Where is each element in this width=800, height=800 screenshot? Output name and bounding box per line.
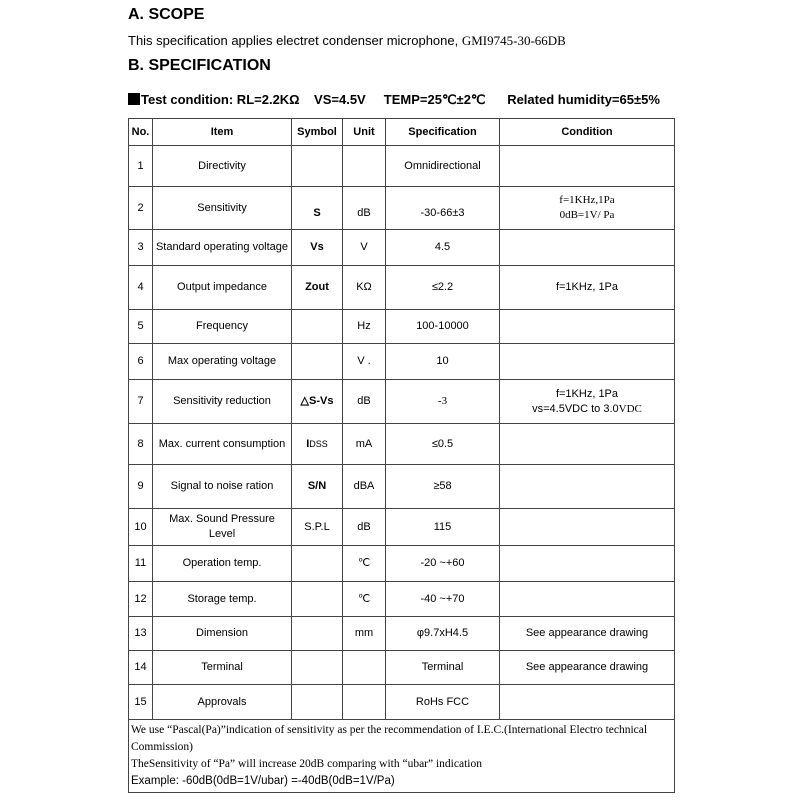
cell-spec: RoHs FCC <box>386 685 500 720</box>
cell-spec: 115 <box>386 509 500 546</box>
test-condition <box>128 92 660 108</box>
table-row <box>129 617 675 651</box>
cell-unit: Hz <box>343 310 386 344</box>
cell-condition <box>500 582 675 617</box>
square-bullet-icon <box>128 93 140 105</box>
cell-symbol <box>292 582 343 617</box>
cell-no: 6 <box>129 344 153 380</box>
cell-symbol: S/N <box>292 465 343 509</box>
cell-item: Approvals <box>153 685 292 720</box>
table-row <box>129 582 675 617</box>
cell-symbol: S.P.L <box>292 509 343 546</box>
header-condition: Condition <box>500 119 675 146</box>
cell-no: 3 <box>129 230 153 266</box>
condition-unit: VDC <box>618 402 642 415</box>
scope-text-prefix: This specification applies electret condenser microphone, <box>128 33 459 48</box>
cell-condition <box>500 380 675 424</box>
cell-condition <box>500 685 675 720</box>
cell-item <box>153 509 292 546</box>
cell-symbol: △S-Vs <box>292 380 343 424</box>
table-row <box>129 344 675 380</box>
cell-spec: ≥58 <box>386 465 500 509</box>
test-condition-text: Test condition: RL=2.2KΩ VS=4.5V TEMP=25℃±2℃ Related humidity=65±5% <box>141 92 660 107</box>
cell-spec: -40 ~+70 <box>386 582 500 617</box>
cell-no: 10 <box>129 509 153 546</box>
table-row <box>129 146 675 187</box>
cell-condition: f=1KHz, 1Pa <box>500 266 675 310</box>
cell-unit: dB <box>343 187 386 230</box>
cell-no: 12 <box>129 582 153 617</box>
table-header-row <box>129 119 675 146</box>
note-line: TheSensitivity of “Pa” will increase 20dB comparing with “ubar” indication <box>131 758 482 770</box>
cell-symbol <box>292 310 343 344</box>
cell-unit <box>343 146 386 187</box>
header-no: No. <box>129 119 153 146</box>
cell-symbol <box>292 146 343 187</box>
cell-no: 9 <box>129 465 153 509</box>
cell-no: 4 <box>129 266 153 310</box>
table-row <box>129 465 675 509</box>
symbol-main: I <box>306 437 310 450</box>
cell-no: 5 <box>129 310 153 344</box>
item-line: Level <box>208 528 236 540</box>
cell-symbol <box>292 344 343 380</box>
notes-row <box>129 720 675 793</box>
cell-symbol: S <box>292 187 343 230</box>
header-item: Item <box>153 119 292 146</box>
specification-heading: B. SPECIFICATION <box>128 57 271 74</box>
cell-condition: See appearance drawing <box>500 617 675 651</box>
table-row <box>129 266 675 310</box>
cell-unit: mA <box>343 424 386 465</box>
condition-line <box>501 402 673 417</box>
cell-symbol <box>292 424 343 465</box>
cell-no: 11 <box>129 546 153 582</box>
part-number: GMI9745-30-66DB <box>461 33 566 48</box>
cell-condition <box>500 424 675 465</box>
table-row <box>129 230 675 266</box>
cell-item: Signal to noise ration <box>153 465 292 509</box>
cell-no: 13 <box>129 617 153 651</box>
table-row <box>129 546 675 582</box>
item-line: Max. Sound Pressure <box>169 513 275 525</box>
cell-condition <box>500 465 675 509</box>
note-example: Example: -60dB(0dB=1V/ubar) =-40dB(0dB=1V/Pa) <box>131 775 395 787</box>
cell-unit <box>343 685 386 720</box>
cell-symbol: Zout <box>292 266 343 310</box>
cell-spec: -30-66±3 <box>386 187 500 230</box>
cell-condition <box>500 187 675 230</box>
cell-symbol <box>292 617 343 651</box>
cell-unit: ℃ <box>343 582 386 617</box>
cell-item: Sensitivity reduction <box>153 380 292 424</box>
cell-item: Sensitivity <box>153 187 292 230</box>
condition-line: f=1KHz, 1Pa <box>555 387 619 400</box>
cell-item: Terminal <box>153 651 292 685</box>
cell-item: Output impedance <box>153 266 292 310</box>
table-row <box>129 685 675 720</box>
cell-condition: See appearance drawing <box>500 651 675 685</box>
cell-condition <box>500 509 675 546</box>
table-row <box>129 509 675 546</box>
cell-spec: -20 ~+60 <box>386 546 500 582</box>
cell-spec: 4.5 <box>386 230 500 266</box>
cell-unit: V . <box>343 344 386 380</box>
cell-condition <box>500 310 675 344</box>
symbol-subscript: DSS <box>309 438 328 449</box>
cell-item: Max. current consumption <box>153 424 292 465</box>
cell-spec: Terminal <box>386 651 500 685</box>
condition-line: f=1KHz,1Pa <box>559 194 615 206</box>
table-row <box>129 651 675 685</box>
cell-spec: Omnidirectional <box>386 146 500 187</box>
note-line: We use “Pascal(Pa)”indication of sensitivity as per the recommendation of I.E.C.(International Electro technical Commission) <box>131 724 648 753</box>
table-row <box>129 310 675 344</box>
cell-no: 8 <box>129 424 153 465</box>
cell-spec: φ9.7xH4.5 <box>386 617 500 651</box>
cell-spec: -3 <box>386 380 500 424</box>
cell-unit: dBA <box>343 465 386 509</box>
cell-no: 1 <box>129 146 153 187</box>
cell-symbol: Vs <box>292 230 343 266</box>
cell-unit: KΩ <box>343 266 386 310</box>
specification-table <box>128 118 675 793</box>
cell-item: Directivity <box>153 146 292 187</box>
header-unit: Unit <box>343 119 386 146</box>
cell-item: Operation temp. <box>153 546 292 582</box>
scope-heading: A. SCOPE <box>128 6 205 23</box>
scope-description <box>128 33 566 49</box>
header-symbol: Symbol <box>292 119 343 146</box>
cell-item: Max operating voltage <box>153 344 292 380</box>
cell-symbol <box>292 651 343 685</box>
cell-no: 2 <box>129 187 153 230</box>
cell-unit: mm <box>343 617 386 651</box>
cell-item: Standard operating voltage <box>153 230 292 266</box>
cell-no: 15 <box>129 685 153 720</box>
cell-no: 7 <box>129 380 153 424</box>
cell-spec: ≤2.2 <box>386 266 500 310</box>
cell-condition <box>500 146 675 187</box>
condition-text: vs=4.5VDC to 3.0 <box>532 402 619 415</box>
header-specification: Specification <box>386 119 500 146</box>
cell-unit <box>343 651 386 685</box>
cell-unit: ℃ <box>343 546 386 582</box>
cell-unit: V <box>343 230 386 266</box>
table-row <box>129 380 675 424</box>
cell-no: 14 <box>129 651 153 685</box>
table-row <box>129 424 675 465</box>
condition-line: 0dB=1V/ Pa <box>559 209 615 221</box>
cell-spec: 10 <box>386 344 500 380</box>
cell-symbol <box>292 685 343 720</box>
table-row <box>129 187 675 230</box>
cell-item: Frequency <box>153 310 292 344</box>
cell-condition <box>500 344 675 380</box>
cell-item: Dimension <box>153 617 292 651</box>
cell-condition <box>500 546 675 582</box>
cell-spec: ≤0.5 <box>386 424 500 465</box>
cell-spec: 100-10000 <box>386 310 500 344</box>
cell-unit: dB <box>343 380 386 424</box>
cell-condition <box>500 230 675 266</box>
notes-cell <box>129 720 675 793</box>
cell-symbol <box>292 546 343 582</box>
cell-item: Storage temp. <box>153 582 292 617</box>
cell-unit: dB <box>343 509 386 546</box>
